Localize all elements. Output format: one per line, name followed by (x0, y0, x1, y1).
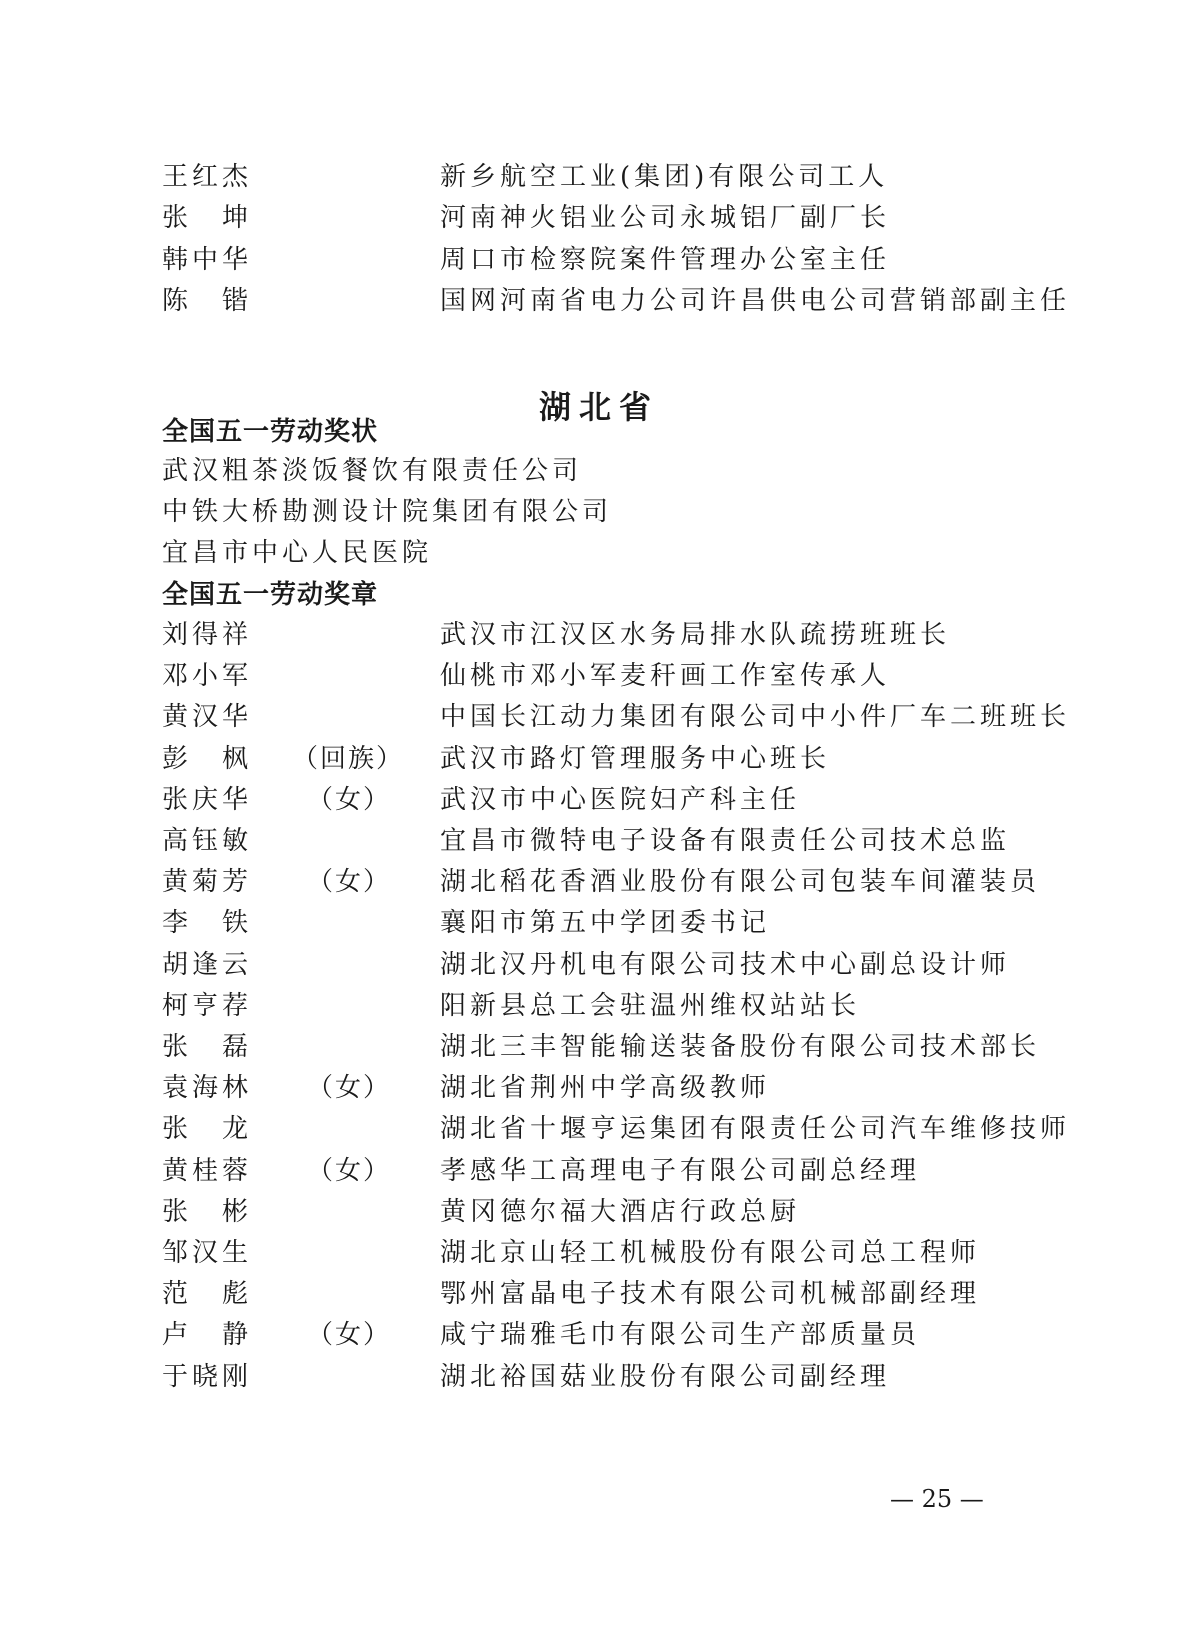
list-item (0, 1192, 1198, 1232)
list-item (0, 198, 1198, 238)
list-item (0, 1315, 1198, 1355)
person-position: 湖北稻花香酒业股份有限公司包装车间灌装员 (440, 867, 1041, 897)
person-position: 湖北裕国菇业股份有限公司副经理 (440, 1362, 891, 1392)
list-item (0, 656, 1198, 696)
person-position: 河南神火铝业公司永城铝厂副厂长 (440, 203, 891, 233)
list-item (0, 780, 1198, 820)
person-position: 黄冈德尔福大酒店行政总厨 (440, 1197, 801, 1227)
person-name: 张 磊 (162, 1032, 253, 1062)
person-name: 张庆华 (162, 785, 253, 815)
list-item (0, 903, 1198, 943)
person-position: 武汉市路灯管理服务中心班长 (440, 744, 831, 774)
list-item (0, 281, 1198, 321)
person-position: 湖北省荆州中学高级教师 (440, 1073, 771, 1103)
organization-item: 宜昌市中心人民医院 (162, 538, 433, 568)
person-name: 高钰敏 (162, 826, 253, 856)
person-position: 湖北省十堰亨运集团有限责任公司汽车维修技师 (440, 1114, 1071, 1144)
list-item (0, 1274, 1198, 1314)
person-note: （回族） (292, 744, 405, 774)
person-note: （女） (292, 1320, 392, 1350)
person-position: 湖北三丰智能输送装备股份有限公司技术部长 (440, 1032, 1041, 1062)
list-item (0, 1027, 1198, 1067)
person-name: 卢 静 (162, 1320, 253, 1350)
page-number: — 25 — (890, 1485, 984, 1513)
person-name: 韩中华 (162, 245, 253, 275)
person-name: 袁海林 (162, 1073, 253, 1103)
province-heading: 湖北省 (538, 388, 659, 426)
person-position: 中国长江动力集团有限公司中小件厂车二班班长 (440, 702, 1071, 732)
person-position: 国网河南省电力公司许昌供电公司营销部副主任 (440, 286, 1071, 316)
person-name: 陈 锴 (162, 286, 253, 316)
person-position: 武汉市江汉区水务局排水队疏捞班班长 (440, 620, 951, 650)
person-name: 于晓刚 (162, 1362, 253, 1392)
award-medal-heading: 全国五一劳动奖章 (162, 580, 379, 610)
person-position: 武汉市中心医院妇产科主任 (440, 785, 801, 815)
list-item (0, 739, 1198, 779)
person-position: 宜昌市微特电子设备有限责任公司技术总监 (440, 826, 1011, 856)
person-name: 邹汉生 (162, 1238, 253, 1268)
person-note: （女） (292, 1073, 392, 1103)
person-position: 咸宁瑞雅毛巾有限公司生产部质量员 (440, 1320, 921, 1350)
award-certificate-heading: 全国五一劳动奖状 (162, 417, 379, 447)
person-name: 张 彬 (162, 1197, 253, 1227)
list-item (0, 986, 1198, 1026)
person-name: 柯亨荐 (162, 991, 253, 1021)
person-name: 张 龙 (162, 1114, 253, 1144)
person-name: 彭 枫 (162, 744, 253, 774)
person-name: 刘得祥 (162, 620, 253, 650)
person-name: 黄桂蓉 (162, 1156, 253, 1186)
list-item (0, 697, 1198, 737)
person-name: 邓小军 (162, 661, 253, 691)
person-name: 胡逢云 (162, 950, 253, 980)
person-position: 襄阳市第五中学团委书记 (440, 908, 771, 938)
person-position: 孝感华工高理电子有限公司副总经理 (440, 1156, 921, 1186)
person-note: （女） (292, 1156, 392, 1186)
list-item (0, 862, 1198, 902)
organization-item: 武汉粗茶淡饭餐饮有限责任公司 (162, 456, 583, 486)
list-item (0, 1068, 1198, 1108)
person-position: 仙桃市邓小军麦秆画工作室传承人 (440, 661, 891, 691)
person-position: 湖北京山轻工机械股份有限公司总工程师 (440, 1238, 981, 1268)
person-name: 李 铁 (162, 908, 253, 938)
person-name: 黄菊芳 (162, 867, 253, 897)
list-item (0, 1109, 1198, 1149)
list-item (0, 1151, 1198, 1191)
organization-item: 中铁大桥勘测设计院集团有限公司 (162, 497, 613, 527)
list-item (0, 945, 1198, 985)
person-position: 新乡航空工业(集团)有限公司工人 (440, 162, 889, 192)
list-item (0, 1233, 1198, 1273)
person-position: 阳新县总工会驻温州维权站站长 (440, 991, 861, 1021)
person-note: （女） (292, 867, 392, 897)
person-name: 张 坤 (162, 203, 253, 233)
person-position: 鄂州富晶电子技术有限公司机械部副经理 (440, 1279, 981, 1309)
person-position: 湖北汉丹机电有限公司技术中心副总设计师 (440, 950, 1011, 980)
person-position: 周口市检察院案件管理办公室主任 (440, 245, 891, 275)
person-name: 黄汉华 (162, 702, 253, 732)
list-item (0, 821, 1198, 861)
person-name: 王红杰 (162, 162, 253, 192)
list-item (0, 1357, 1198, 1397)
list-item (0, 615, 1198, 655)
person-name: 范 彪 (162, 1279, 253, 1309)
list-item (0, 157, 1198, 197)
person-note: （女） (292, 785, 392, 815)
list-item (0, 240, 1198, 280)
